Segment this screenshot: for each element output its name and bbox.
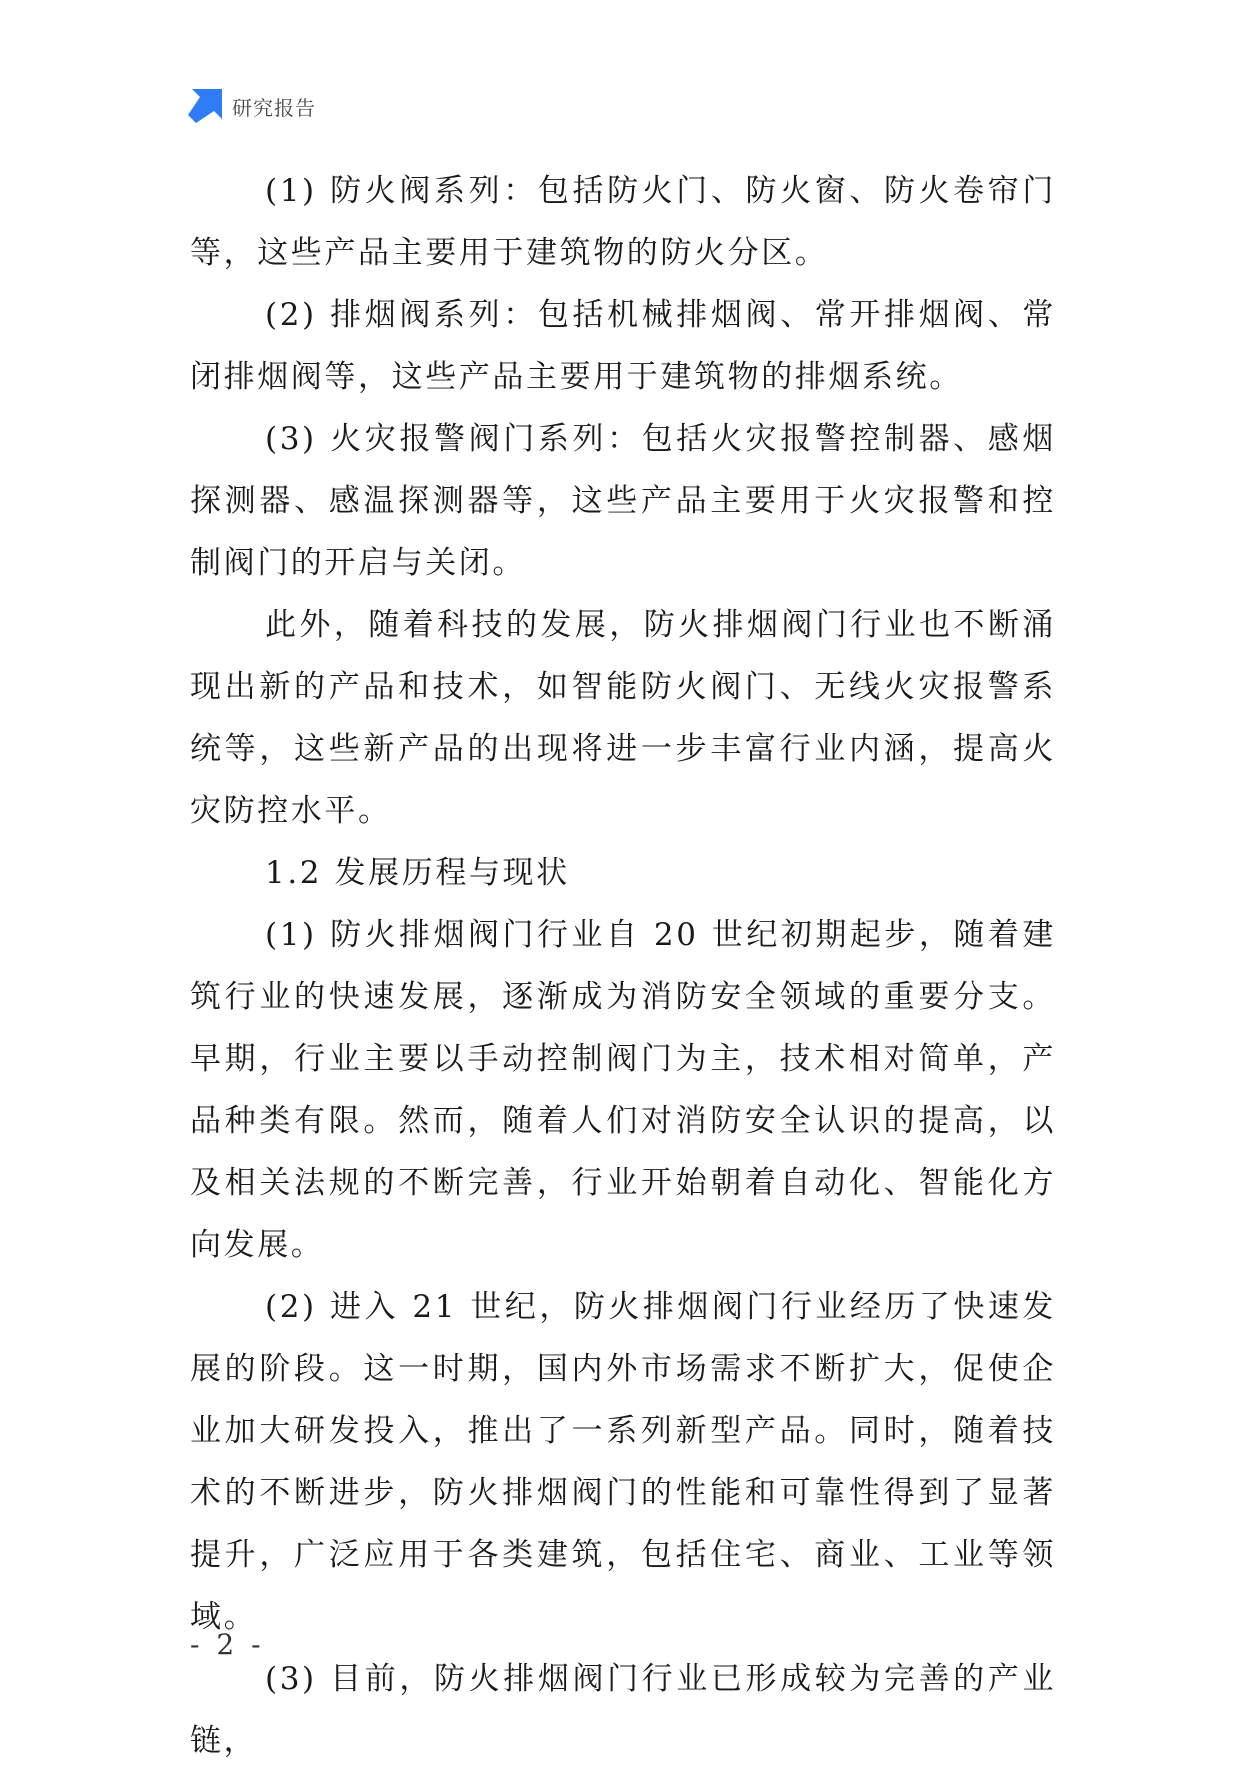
paragraph-fire-damper-series: (1) 防火阀系列：包括防火门、防火窗、防火卷帘门等，这些产品主要用于建筑物的防火分区。 xyxy=(190,173,1056,271)
report-header xyxy=(188,88,316,124)
paragraph-current-status: (3) 目前，防火排烟阀门行业已形成较为完善的产业链， xyxy=(190,1661,1056,1759)
paragraph-fire-alarm-valve-series: (3) 火灾报警阀门系列：包括火灾报警控制器、感烟探测器、感温探测器等，这些产品主要用于火灾报警和控制阀门的开启与关闭。 xyxy=(190,421,1056,581)
paragraph-smoke-damper-series: (2) 排烟阀系列：包括机械排烟阀、常开排烟阀、常闭排烟阀等，这些产品主要用于建筑物的排烟系统。 xyxy=(190,297,1056,395)
paragraph-new-products: 此外，随着科技的发展，防火排烟阀门行业也不断涌现出新的产品和技术，如智能防火阀门、无线火灾报警系统等，这些新产品的出现将进一步丰富行业内涵，提高火灾防控水平。 xyxy=(190,607,1056,829)
document-body xyxy=(190,160,1056,1772)
arrow-up-right-icon xyxy=(188,89,222,123)
header-title: 研究报告 xyxy=(232,95,316,120)
paragraph-history-21st-century: (2) 进入 21 世纪，防火排烟阀门行业经历了快速发展的阶段。这一时期，国内外市场需求不断扩大，促使企业加大研发投入，推出了一系列新型产品。同时，随着技术的不断进步，防火排烟阀门的性能和可靠性得到了显著提升，广泛应用于各类建筑，包括住宅、商业、工业等领域。 xyxy=(190,1289,1056,1635)
page-number: - 2 - xyxy=(190,1628,265,1661)
section-heading: 1.2 发展历程与现状 xyxy=(265,855,570,891)
paragraph-history-early: (1) 防火排烟阀门行业自 20 世纪初期起步，随着建筑行业的快速发展，逐渐成为消防安全领域的重要分支。早期，行业主要以手动控制阀门为主，技术相对简单，产品种类有限。然而，随着人们对消防安全认识的提高，以及相关法规的不断完善，行业开始朝着自动化、智能化方向发展。 xyxy=(190,917,1056,1263)
